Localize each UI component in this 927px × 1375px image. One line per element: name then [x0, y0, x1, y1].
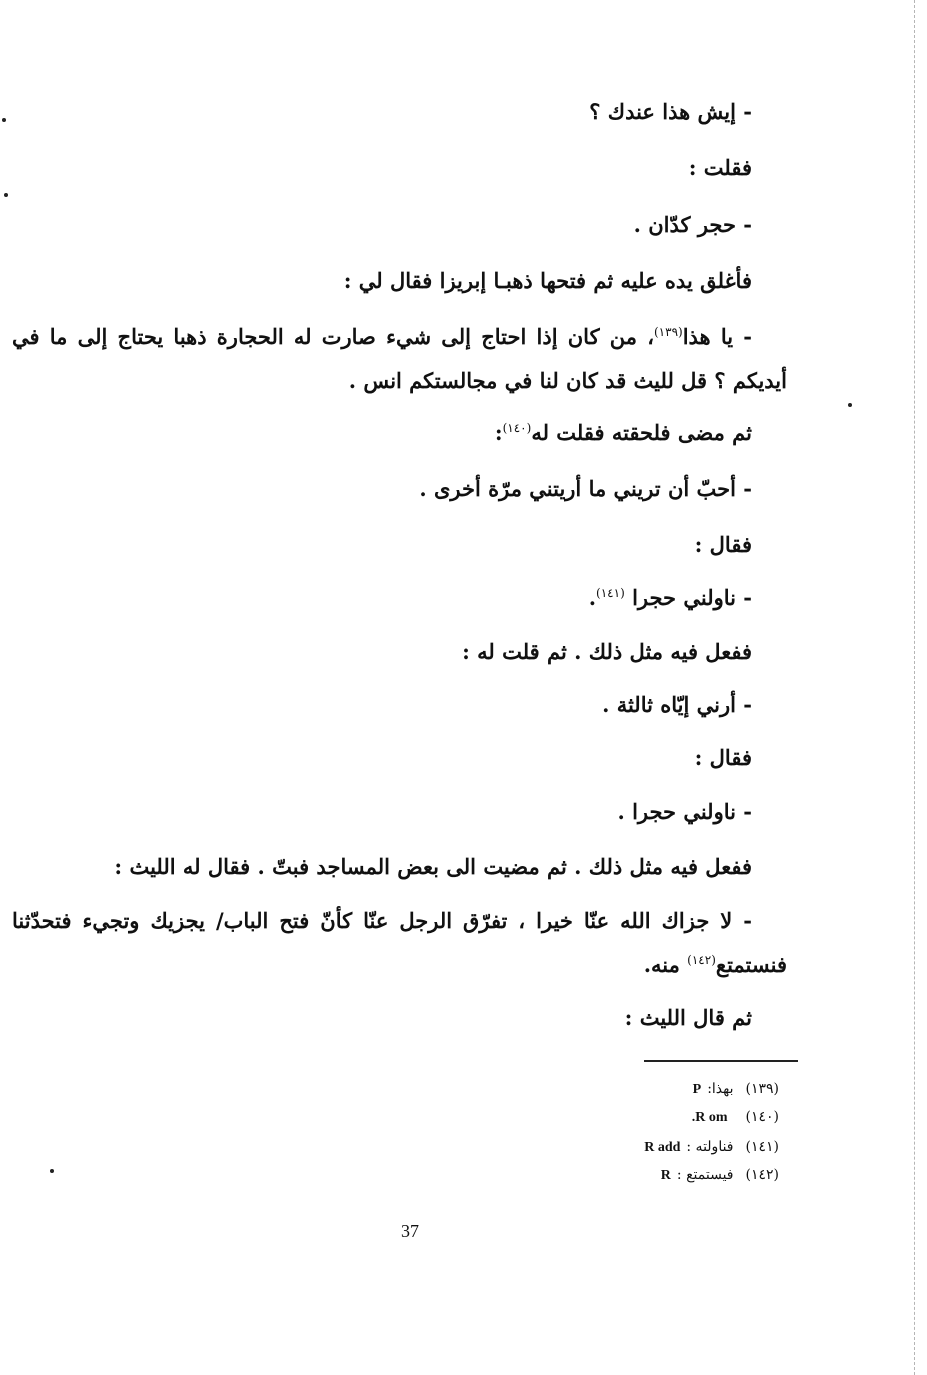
text-line-1 — [589, 97, 752, 127]
text-line-18 — [625, 1003, 752, 1033]
footnote-number: (١٤٠) — [745, 1109, 779, 1125]
line-text: ففعل فيه مثل ذلك . ثم قلت له : — [462, 639, 752, 664]
text-line-6 — [349, 366, 787, 396]
footnote-reading: فيستمتع : — [676, 1167, 734, 1183]
line-text: - يا هذا — [682, 324, 753, 349]
footnote-reading: بهذا: — [707, 1081, 734, 1097]
page-number: 37 — [401, 1221, 419, 1241]
footnote-marker-142: (١٤٢) — [687, 953, 716, 967]
footnote-source: R add — [644, 1140, 681, 1155]
text-line-3 — [634, 210, 752, 240]
footnote-140 — [692, 1107, 779, 1128]
scan-speck — [50, 1169, 54, 1173]
text-line-8 — [419, 474, 752, 504]
footnote-source: R om. — [691, 1110, 728, 1125]
footnote-142 — [661, 1165, 779, 1186]
line-text: - ناولني حجرا . — [617, 799, 752, 824]
text-line-5 — [12, 322, 752, 352]
scan-speck — [2, 118, 6, 122]
line-text: فقلت : — [688, 155, 752, 180]
scan-speck — [4, 193, 8, 197]
footnote-source: P — [692, 1082, 702, 1097]
line-text: فنستمتع — [715, 952, 787, 977]
scan-edge-line — [914, 0, 915, 1375]
line-text: ، من كان إذا احتاج إلى شيء صارت له الحجارة ذهبا يحتاج إلى ما في — [12, 324, 654, 349]
footnote-marker-140: (١٤٠) — [502, 421, 532, 435]
line-text: ثم مضى فلحقته فقلت له — [531, 420, 752, 445]
text-line-7 — [495, 418, 752, 448]
line-text: - إيش هذا عندك ؟ — [589, 99, 752, 124]
text-line-11 — [462, 637, 752, 667]
text-line-10 — [589, 583, 752, 613]
line-text: فقال : — [694, 745, 752, 770]
line-text: - أرني إيّاه ثالثة . — [602, 692, 752, 717]
text-line-16 — [12, 906, 752, 936]
footnote-141 — [644, 1137, 779, 1158]
text-line-13 — [695, 743, 752, 773]
footnote-marker-139: (١٣٩) — [653, 325, 683, 339]
footnote-separator — [644, 1060, 798, 1062]
footnote-139 — [693, 1079, 779, 1100]
line-text: منه. — [643, 952, 680, 977]
footnote-source: R — [660, 1168, 671, 1183]
line-text: - ناولني حجرا — [632, 585, 752, 610]
line-text: ثم قال الليث : — [624, 1005, 752, 1030]
footnote-number: (١٣٩) — [745, 1081, 779, 1097]
line-text: فأغلق يده عليه ثم فتحها ذهبـا إبريزا فقال لي : — [343, 268, 752, 293]
line-text: فقال : — [694, 532, 752, 557]
line-text: - لا جزاك الله عنّا خيرا ، تفرّق الرجل عنّا كأنّ فتح الباب/ يجزيك وتجيء فتحدّثنا — [12, 908, 752, 933]
footnote-marker-141: (١٤١) — [596, 586, 625, 600]
footnote-reading: فناولته : — [686, 1139, 734, 1155]
line-text: - أحبّ أن تريني ما أريتني مرّة أخرى . — [419, 476, 752, 501]
text-line-17 — [644, 950, 787, 980]
text-line-12 — [602, 690, 752, 720]
text-line-4 — [344, 266, 752, 296]
line-text: أيديكم ؟ قل لليث قد كان لنا في مجالستكم انس . — [348, 368, 787, 393]
footnote-number: (١٤٢) — [745, 1167, 779, 1183]
line-text: ففعل فيه مثل ذلك . ثم مضيت الى بعض المساجد فبتّ . فقال له الليث : — [114, 854, 752, 879]
scan-speck — [848, 403, 852, 407]
text-line-9 — [695, 530, 752, 560]
footnote-number: (١٤١) — [745, 1139, 779, 1155]
text-line-2 — [689, 153, 752, 183]
line-text: . — [588, 585, 597, 610]
text-line-15 — [114, 852, 752, 882]
line-text: - حجر كدّان . — [633, 212, 752, 237]
text-line-14 — [617, 797, 752, 827]
line-text: : — [494, 420, 503, 445]
